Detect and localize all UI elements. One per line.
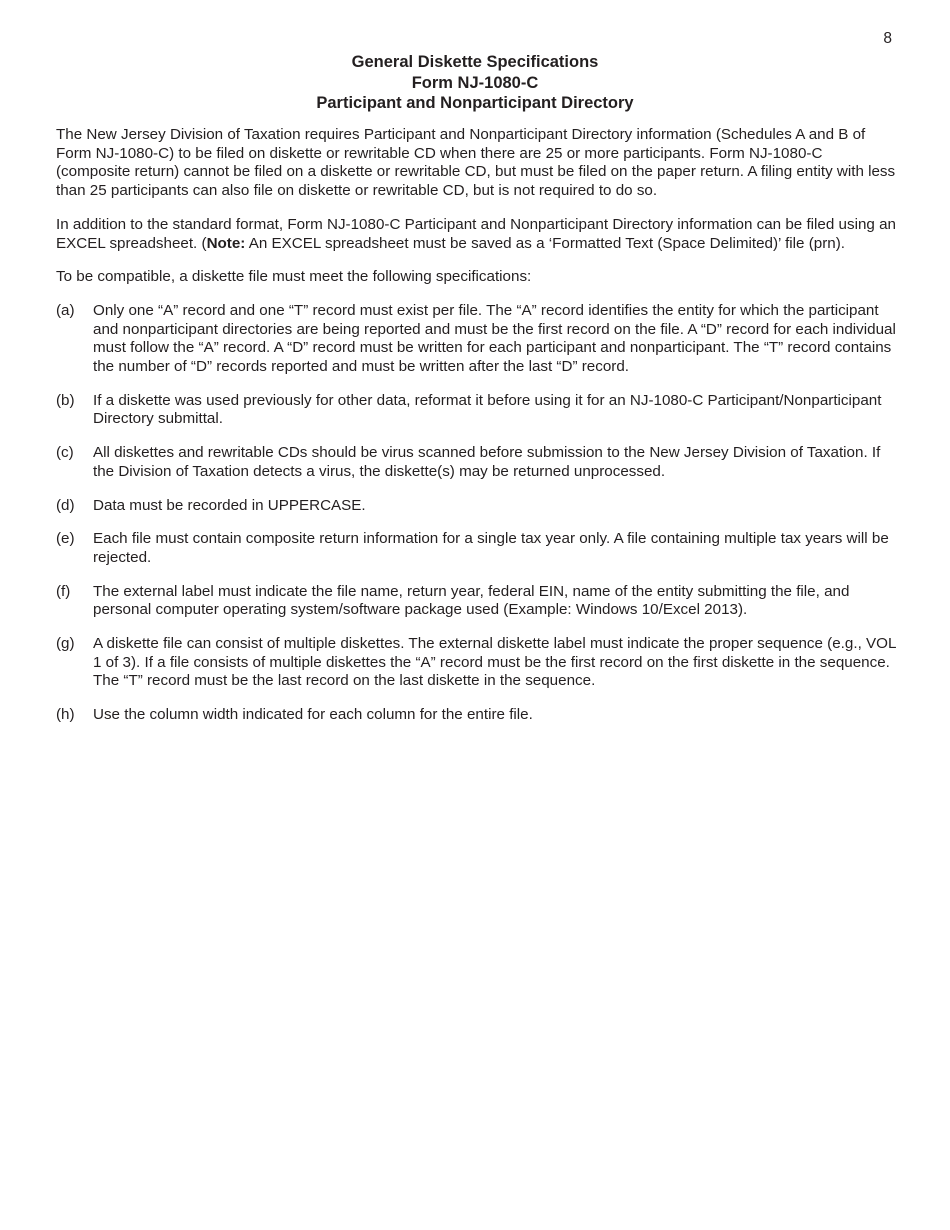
spec-item-c — [56, 444, 896, 481]
intro-paragraph-3: To be compatible, a diskette file must meet the following specifications: — [56, 268, 532, 286]
spec-item-g — [56, 635, 896, 691]
intro-paragraph-1: The New Jersey Division of Taxation requires Participant and Nonparticipant Directory information (Schedules A and B of Form NJ-1080-C) to be filed on diskette or rewritable CD when there are 25 or more participants. Form NJ-1080-C (composite return) cannot be filed on a diskette or rewritable CD, but must be filed on the paper return. A filing entity with less than 25 participants can also file on diskette or rewritable CD, but is not required to do so. — [56, 126, 896, 200]
spec-item-d — [56, 497, 896, 516]
spec-text: Use the column width indicated for each column for the entire file. — [93, 706, 533, 724]
spec-text: Only one “A” record and one “T” record must exist per file. The “A” record identifies the entity for which the participant and nonparticipant directories are being reported and must be the first record on the file. A “D” record for each individual must follow the “A” record. A “D” record must be written for each participant and nonparticipant. The “T” record contains the number of “D” records reported and must be written after the last “D” record. — [93, 301, 896, 376]
spec-item-b — [56, 392, 896, 429]
spec-item-a — [56, 302, 896, 377]
spec-text: All diskettes and rewritable CDs should be virus scanned before submission to the New Jersey Division of Taxation. If the Division of Taxation detects a virus, the diskette(s) may be returned unprocessed. — [93, 444, 881, 480]
spec-item-h — [56, 706, 896, 725]
spec-text: A diskette file can consist of multiple diskettes. The external diskette label must indicate the proper sequence (e.g., VOL 1 of 3). If a file consists of multiple diskettes the “A” record must be the first record on the first diskette in the sequence. The “T” record must be the last record on the last diskette in the sequence. — [93, 635, 896, 690]
spec-marker: (c) — [56, 444, 74, 462]
spec-text: If a diskette was used previously for other data, reformat it before using it for an NJ-1080-C Participant/Nonparticipant Directory submittal. — [93, 391, 882, 428]
title-line-2: Form NJ-1080-C — [411, 73, 539, 92]
title-line-3: Participant and Nonparticipant Directory — [316, 94, 634, 112]
spec-text: Data must be recorded in UPPERCASE. — [93, 496, 366, 514]
spec-marker: (a) — [56, 301, 75, 319]
spec-marker: (g) — [56, 635, 75, 653]
document-title — [0, 52, 950, 114]
spec-item-e — [56, 530, 896, 567]
spec-item-f — [56, 583, 896, 620]
page-number: 8 — [883, 30, 892, 47]
document-body — [56, 126, 896, 740]
intro-paragraph-2-text-b: An EXCEL spreadsheet must be saved as a ‘Formatted Text (Space Delimited)’ file (prn). — [245, 234, 845, 252]
spec-marker: (d) — [56, 496, 75, 514]
spec-marker: (e) — [56, 530, 75, 548]
spec-text: Each file must contain composite return information for a single tax year only. A file containing multiple tax years will be rejected. — [93, 530, 889, 566]
spec-text: The external label must indicate the file name, return year, federal EIN, name of the entity submitting the file, and personal computer operating system/software package used (Example: Windows 10/Excel 2013). — [93, 582, 850, 619]
spec-marker: (h) — [56, 706, 75, 724]
intro-paragraph-2 — [56, 216, 896, 253]
title-line-1: General Diskette Specifications — [351, 53, 599, 71]
note-label: Note: — [206, 234, 246, 252]
spec-marker: (b) — [56, 391, 75, 409]
intro-paragraph-2-text-a: In addition to the standard format, Form NJ-1080-C Participant and Nonparticipant Directory information can be filed using an EXCEL spreadsheet. ( — [56, 215, 896, 252]
spec-marker: (f) — [56, 582, 71, 600]
